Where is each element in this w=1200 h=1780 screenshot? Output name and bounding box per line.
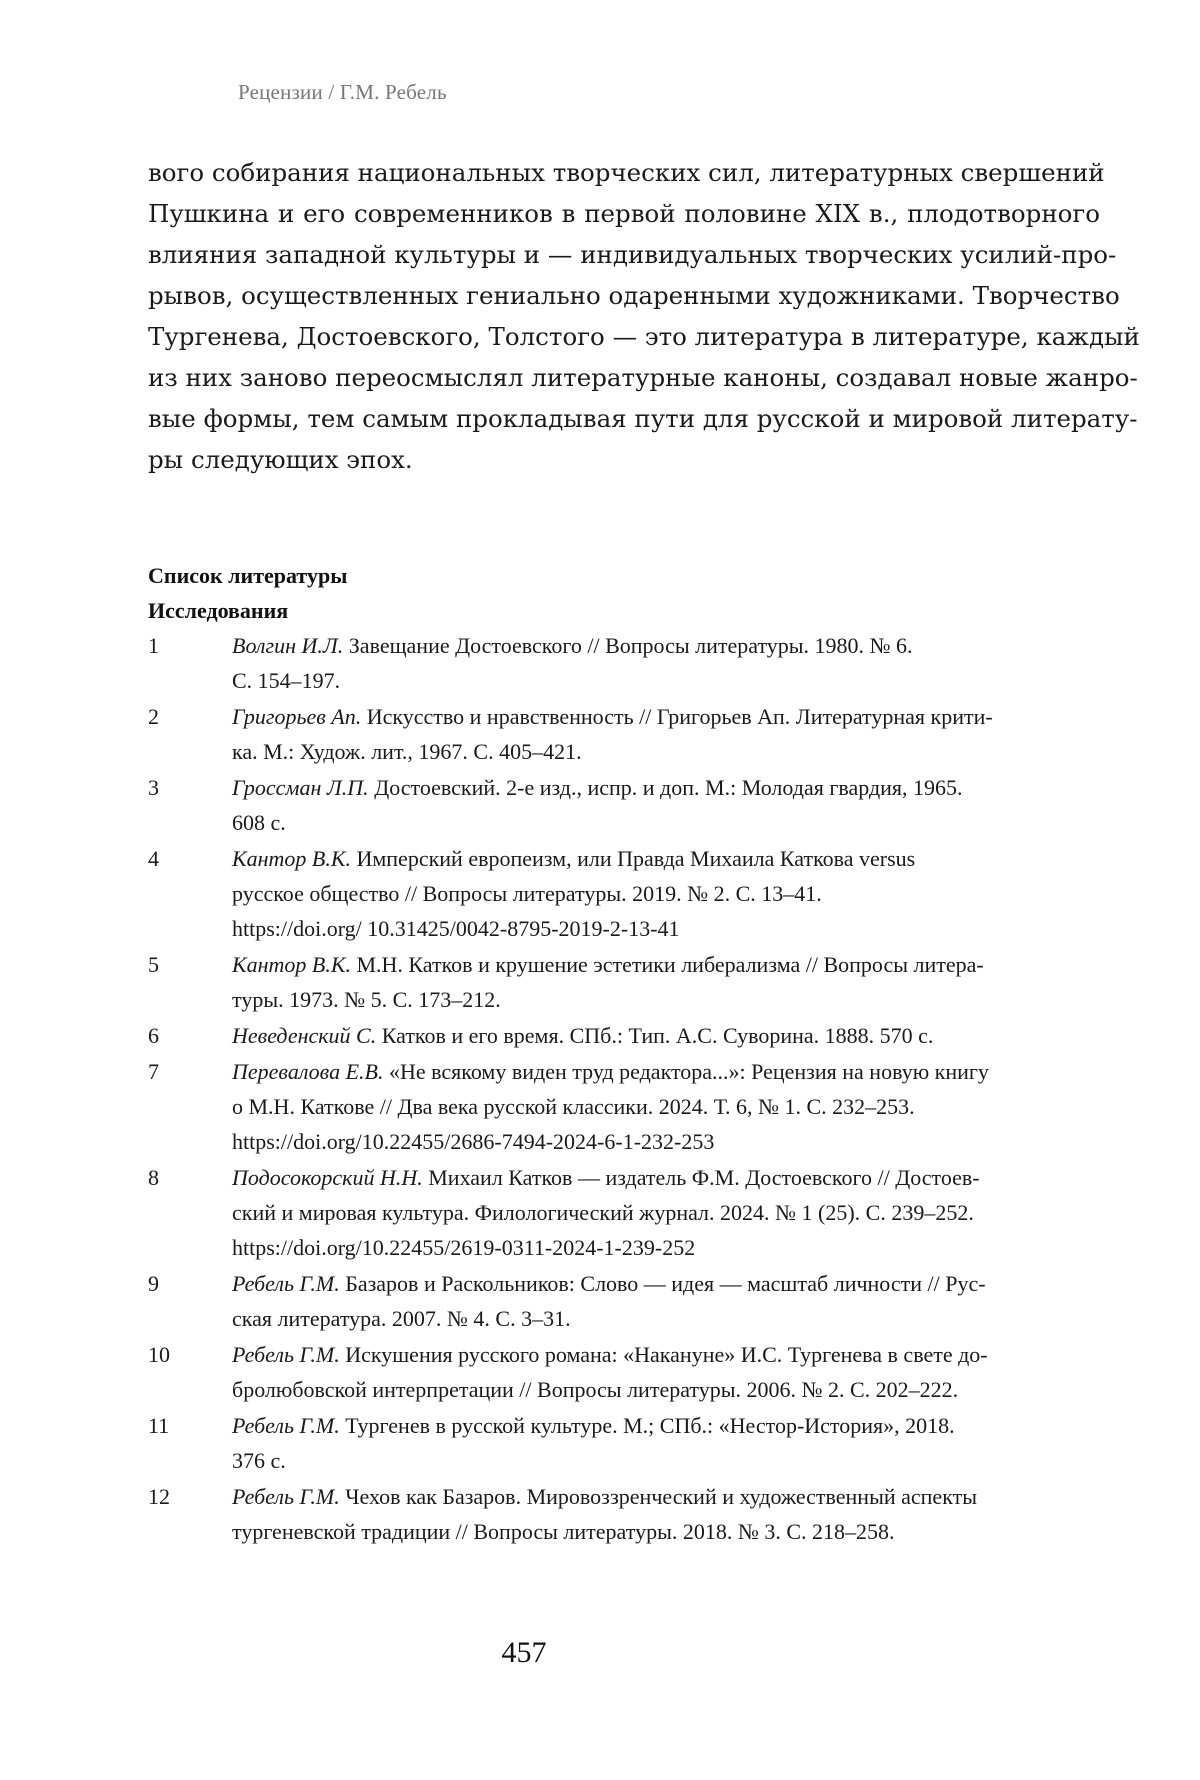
reference-text	[232, 699, 1100, 769]
reference-text	[232, 1018, 1100, 1053]
body-paragraph	[148, 152, 1140, 480]
body-line: из них заново переосмыслял литературные каноны, создавал новые жанро-	[148, 363, 1138, 392]
reference-author: Гроссман Л.П.	[232, 775, 369, 800]
reference-text	[232, 770, 1100, 840]
reference-author: Ребель Г.М.	[232, 1271, 340, 1296]
reference-line-text: Искусство и нравственность // Григорьев Ап. Литературная крити-	[366, 704, 993, 729]
reference-line	[232, 1160, 1100, 1195]
reference-author: Неведенский С.	[232, 1023, 377, 1048]
reference-line: ская литература. 2007. № 4. С. 3–31.	[232, 1306, 571, 1331]
reference-line-text: Базаров и Раскольников: Слово — идея — масштаб личности // Рус-	[345, 1271, 986, 1296]
reference-line-text: Михаил Катков — издатель Ф.М. Достоевского // Достоев-	[428, 1165, 980, 1190]
reference-line	[232, 1018, 1100, 1053]
reference-line	[232, 1266, 1100, 1301]
reference-author: Ребель Г.М.	[232, 1484, 340, 1509]
reference-line: https://doi.org/10.22455/2686-7494-2024-6-1-232-253	[232, 1129, 715, 1154]
reference-item	[148, 1054, 1100, 1159]
reference-text	[232, 1266, 1100, 1336]
reference-number: 2	[148, 704, 159, 729]
reference-text	[232, 1337, 1100, 1407]
reference-line-text: Чехов как Базаров. Мировоззренческий и художественный аспекты	[345, 1484, 977, 1509]
reference-line	[232, 699, 1100, 734]
reference-line-text: М.Н. Катков и крушение эстетики либерализма // Вопросы литера-	[356, 952, 984, 977]
reference-author: Кантор В.К.	[232, 846, 351, 871]
reference-line	[232, 947, 1100, 982]
reference-item	[148, 1018, 1100, 1053]
reference-line-text: Катков и его время. СПб.: Тип. А.С. Суворина. 1888. 570 с.	[381, 1023, 934, 1048]
reference-item	[148, 947, 1100, 1017]
reference-number: 1	[148, 633, 159, 658]
reference-number: 5	[148, 952, 159, 977]
reference-line: ский и мировая культура. Филологический журнал. 2024. № 1 (25). С. 239–252.	[232, 1200, 974, 1225]
references-section	[148, 558, 1100, 1550]
body-line: вого собирания национальных творческих сил, литературных свершений	[148, 158, 1105, 187]
reference-item	[148, 1266, 1100, 1336]
reference-item	[148, 1337, 1100, 1407]
reference-line-text: Достоевский. 2-е изд., испр. и доп. М.: Молодая гвардия, 1965.	[374, 775, 963, 800]
reference-number: 9	[148, 1271, 159, 1296]
reference-line	[232, 770, 1100, 805]
reference-number: 6	[148, 1023, 159, 1048]
references-subheading: Исследования	[148, 598, 289, 623]
reference-line: русское общество // Вопросы литературы. 2019. № 2. С. 13–41.	[232, 881, 822, 906]
reference-number: 12	[148, 1484, 170, 1509]
reference-line: тургеневской традиции // Вопросы литературы. 2018. № 3. С. 218–258.	[232, 1519, 895, 1544]
reference-line	[232, 1054, 1100, 1089]
reference-line: https://doi.org/10.22455/2619-0311-2024-1-239-252	[232, 1235, 696, 1260]
reference-line: туры. 1973. № 5. С. 173–212.	[232, 987, 501, 1012]
reference-text	[232, 628, 1100, 698]
reference-author: Волгин И.Л.	[232, 633, 344, 658]
body-line: влияния западной культуры и — индивидуальных творческих усилий-про-	[148, 240, 1117, 269]
reference-line-text: Тургенев в русской культуре. М.; СПб.: «Нестор-История», 2018.	[345, 1413, 955, 1438]
reference-number: 11	[148, 1413, 170, 1438]
reference-author: Ребель Г.М.	[232, 1342, 340, 1367]
page-number: 457	[501, 1636, 547, 1669]
reference-line	[232, 628, 1100, 663]
reference-line	[232, 841, 1100, 876]
body-line: рывов, осуществленных гениально одаренными художниками. Творчество	[148, 281, 1120, 310]
reference-item	[148, 770, 1100, 840]
reference-author: Григорьев Ап.	[232, 704, 362, 729]
reference-text	[232, 947, 1100, 1017]
reference-item	[148, 1160, 1100, 1265]
reference-text	[232, 1408, 1100, 1478]
reference-number: 4	[148, 846, 159, 871]
reference-line: https://doi.org/ 10.31425/0042-8795-2019-2-13-41	[232, 916, 680, 941]
reference-number: 10	[148, 1342, 170, 1367]
references-list	[148, 628, 1100, 1549]
reference-line	[232, 1337, 1100, 1372]
reference-item	[148, 628, 1100, 698]
reference-author: Ребель Г.М.	[232, 1413, 340, 1438]
reference-text	[232, 1160, 1100, 1265]
reference-line-text: Имперский европеизм, или Правда Михаила Каткова versus	[356, 846, 916, 871]
reference-line: ка. М.: Худож. лит., 1967. С. 405–421.	[232, 739, 582, 764]
reference-text	[232, 841, 1100, 946]
reference-author: Перевалова Е.В.	[232, 1059, 384, 1084]
reference-number: 3	[148, 775, 159, 800]
running-header: Рецензии / Г.М. Ребель	[238, 80, 447, 104]
reference-text	[232, 1479, 1100, 1549]
reference-line: С. 154–197.	[232, 668, 341, 693]
reference-line	[232, 1408, 1100, 1443]
reference-item	[148, 699, 1100, 769]
references-heading: Список литературы	[148, 563, 348, 588]
body-line: вые формы, тем самым прокладывая пути для русской и мировой литерату-	[148, 404, 1138, 433]
reference-text	[232, 1054, 1100, 1159]
reference-item	[148, 841, 1100, 946]
body-line: Тургенева, Достоевского, Толстого — это литература в литературе, каждый	[148, 322, 1140, 351]
reference-line-text: Искушения русского романа: «Накануне» И.С. Тургенева в свете до-	[345, 1342, 988, 1367]
reference-author: Подосокорский Н.Н.	[232, 1165, 423, 1190]
reference-number: 7	[148, 1059, 159, 1084]
reference-item	[148, 1479, 1100, 1549]
reference-line: бролюбовской интерпретации // Вопросы литературы. 2006. № 2. С. 202–222.	[232, 1377, 959, 1402]
reference-line: 376 с.	[232, 1448, 286, 1473]
reference-line: о М.Н. Каткове // Два века русской классики. 2024. Т. 6, № 1. С. 232–253.	[232, 1094, 915, 1119]
body-line: Пушкина и его современников в первой половине XIX в., плодотворного	[148, 199, 1100, 228]
body-line: ры следующих эпох.	[148, 445, 413, 474]
reference-line: 608 с.	[232, 810, 286, 835]
reference-item	[148, 1408, 1100, 1478]
reference-line	[232, 1479, 1100, 1514]
reference-author: Кантор В.К.	[232, 952, 351, 977]
reference-number: 8	[148, 1165, 159, 1190]
reference-line-text: Завещание Достоевского // Вопросы литературы. 1980. № 6.	[348, 633, 913, 658]
reference-line-text: «Не всякому виден труд редактора...»: Рецензия на новую книгу	[388, 1059, 989, 1084]
